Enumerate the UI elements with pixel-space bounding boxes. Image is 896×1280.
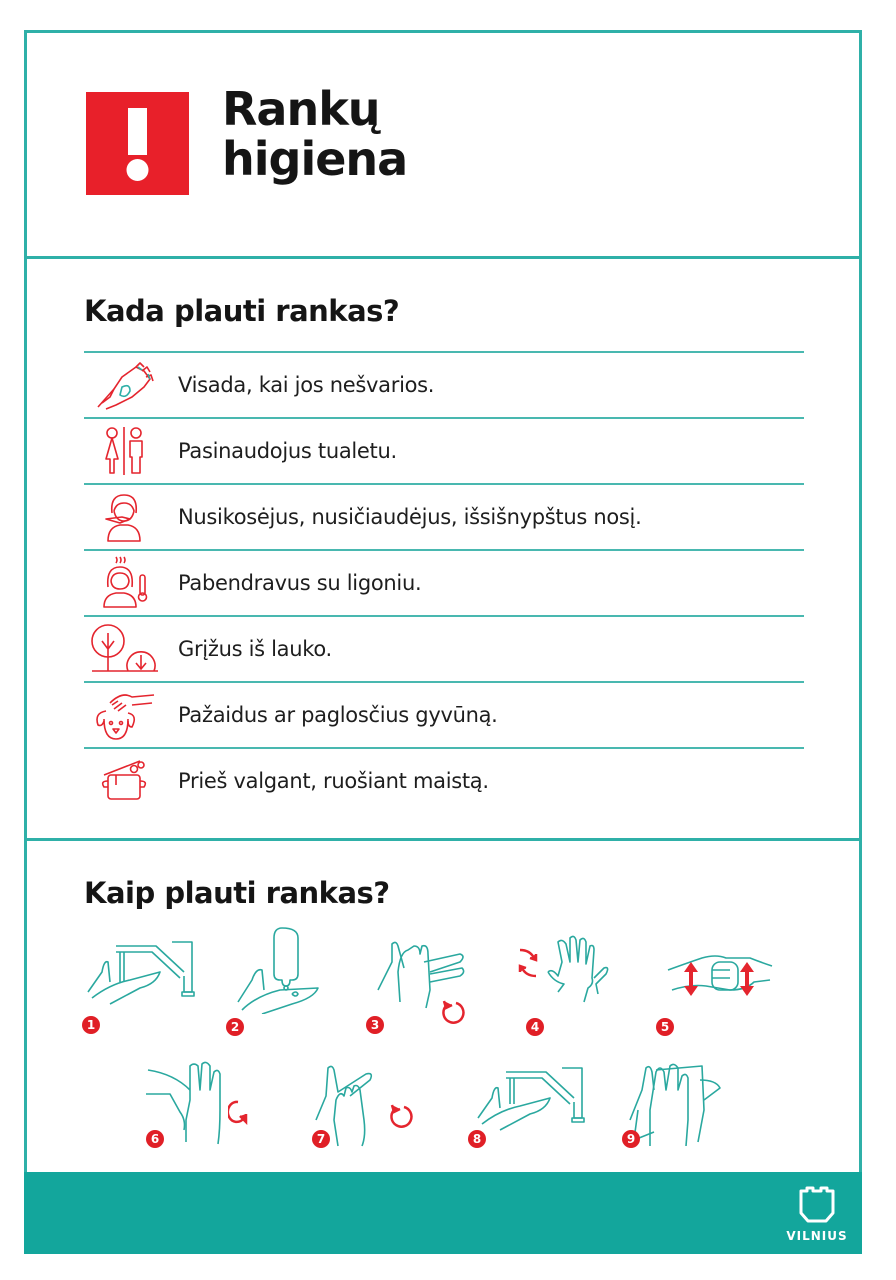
up-down-arrow-icon xyxy=(684,962,698,996)
step-badge-6: 6 xyxy=(146,1130,164,1148)
vilnius-logo-text: VILNIUS xyxy=(786,1229,848,1243)
step-6 xyxy=(144,1060,264,1170)
step-badge-8: 8 xyxy=(468,1130,486,1148)
swap-arrows-icon xyxy=(516,946,540,980)
step-7 xyxy=(310,1060,430,1170)
item-text: Prieš valgant, ruošiant maistą. xyxy=(178,769,489,793)
step-badge-7: 7 xyxy=(312,1130,330,1148)
header-divider xyxy=(24,256,862,259)
sneeze-icon xyxy=(84,489,164,545)
footer-band xyxy=(24,1172,862,1254)
step-2 xyxy=(222,924,342,1034)
step-badge-3: 3 xyxy=(366,1016,384,1034)
step-badge-2: 2 xyxy=(226,1018,244,1036)
trees-icon xyxy=(84,621,164,677)
list-item xyxy=(84,551,804,615)
title-line-2: higiena xyxy=(222,132,408,186)
up-down-arrow-icon xyxy=(740,962,754,996)
item-text: Grįžus iš lauko. xyxy=(178,637,332,661)
step-3 xyxy=(364,932,484,1042)
item-text: Pasinaudojus tualetu. xyxy=(178,439,397,463)
step-5 xyxy=(650,932,770,1042)
step-1 xyxy=(80,932,200,1042)
apply-soap-icon xyxy=(222,924,342,1014)
rotate-icon xyxy=(386,1102,416,1132)
item-text: Nusikosėjus, nusičiaudėjus, išsišnypštus nosį. xyxy=(178,505,642,529)
item-text: Pažaidus ar paglosčius gyvūną. xyxy=(178,703,498,727)
cooking-pot-icon xyxy=(84,753,164,809)
step-badge-1: 1 xyxy=(82,1016,100,1034)
page-title xyxy=(222,84,407,184)
dirty-hand-icon xyxy=(84,357,164,413)
list-item xyxy=(84,749,804,813)
section-divider xyxy=(24,838,862,841)
list-item xyxy=(84,485,804,549)
step-4 xyxy=(510,932,630,1042)
sick-person-icon xyxy=(84,555,164,611)
step-badge-9: 9 xyxy=(622,1130,640,1148)
exclamation-icon xyxy=(86,92,189,195)
title-line-1: Rankų xyxy=(222,82,380,136)
list-item xyxy=(84,683,804,747)
step-9 xyxy=(620,1060,740,1170)
wet-hands-icon xyxy=(80,932,200,1012)
list-item xyxy=(84,353,804,417)
rub-fingers-icon xyxy=(650,932,790,1012)
item-text: Pabendravus su ligoniu. xyxy=(178,571,422,595)
list-item xyxy=(84,617,804,681)
toilet-icon xyxy=(84,423,164,479)
how-section-title: Kaip plauti rankas? xyxy=(84,876,390,910)
pet-dog-icon xyxy=(84,687,164,743)
step-badge-4: 4 xyxy=(526,1018,544,1036)
interlace-fingers-icon xyxy=(544,932,628,1012)
rotate-icon xyxy=(438,998,468,1028)
when-section-title: Kada plauti rankas? xyxy=(84,294,400,328)
step-8 xyxy=(466,1060,586,1170)
vilnius-tower-icon xyxy=(798,1185,836,1225)
item-text: Visada, kai jos nešvarios. xyxy=(178,373,435,397)
step-badge-5: 5 xyxy=(656,1018,674,1036)
list-item xyxy=(84,419,804,483)
rotate-icon xyxy=(228,1098,248,1126)
